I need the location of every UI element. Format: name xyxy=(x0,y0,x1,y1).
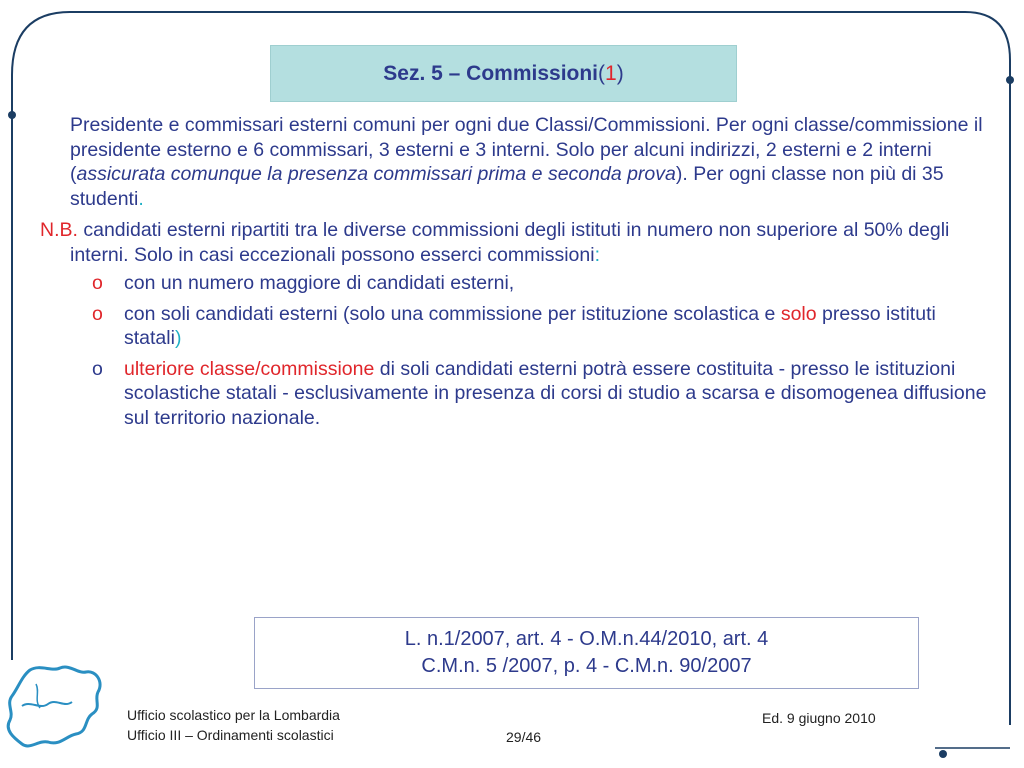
legal-reference-box xyxy=(254,617,919,689)
bullet-marker: o xyxy=(92,272,103,294)
list-item: o ulteriore classe/commissione di soli candidati esterni potrà essere costituita - presso le istituzioni scolastiche statali - esclusivamente in presenza di corsi di studio a scarsa e disomogenea diffusione sul territorio nazionale. xyxy=(92,357,987,429)
paragraph-commissioni: Presidente e commissari esterni comuni per ogni due Classi/Commissioni. Per ogni classe/commissione il presidente esterno e 6 commissari, 3 esterni e 3 interni. Solo per alcuni indirizzi, 2 esterni e 2 interni (assicurata comunque la presenza commissari prima e seconda prova). Per ogni classe non più di 35 studenti. xyxy=(70,114,983,210)
bullet-marker: o xyxy=(92,302,103,325)
nota-bene: N.B. candidati esterni ripartiti tra le diverse commissioni degli istituti in numero non superiore al 50% degli interni. Solo in casi eccezionali possono esserci commissioni: xyxy=(40,219,950,266)
bullet-marker: o xyxy=(92,357,103,380)
lombardia-map-logo xyxy=(0,660,110,768)
footer-edition-date: Ed. 9 giugno 2010 xyxy=(762,710,876,726)
reference-line-1: L. n.1/2007, art. 4 - O.M.n.44/2010, art. 4 xyxy=(404,628,769,650)
list-item: o con un numero maggiore di candidati esterni, xyxy=(92,272,515,294)
slide-body xyxy=(40,113,990,436)
bullet-list xyxy=(40,271,990,430)
footer-office-department: Ufficio III – Ordinamenti scolastici xyxy=(127,727,334,743)
reference-line-2: C.M.n. 5 /2007, p. 4 - C.M.n. 90/2007 xyxy=(421,655,752,677)
slide-title-box: Sez. 5 – Commissioni ( 1 ) xyxy=(270,45,737,102)
slide-title: Sez. 5 – Commissioni xyxy=(383,61,599,85)
nb-label: N.B. xyxy=(40,219,78,241)
list-item: o con soli candidati esterni (solo una commissione per istituzione scolastica e solo presso istituti statali) xyxy=(92,302,936,349)
page-number: 29/46 xyxy=(506,729,542,745)
footer-office-name: Ufficio scolastico per la Lombardia xyxy=(127,707,340,723)
